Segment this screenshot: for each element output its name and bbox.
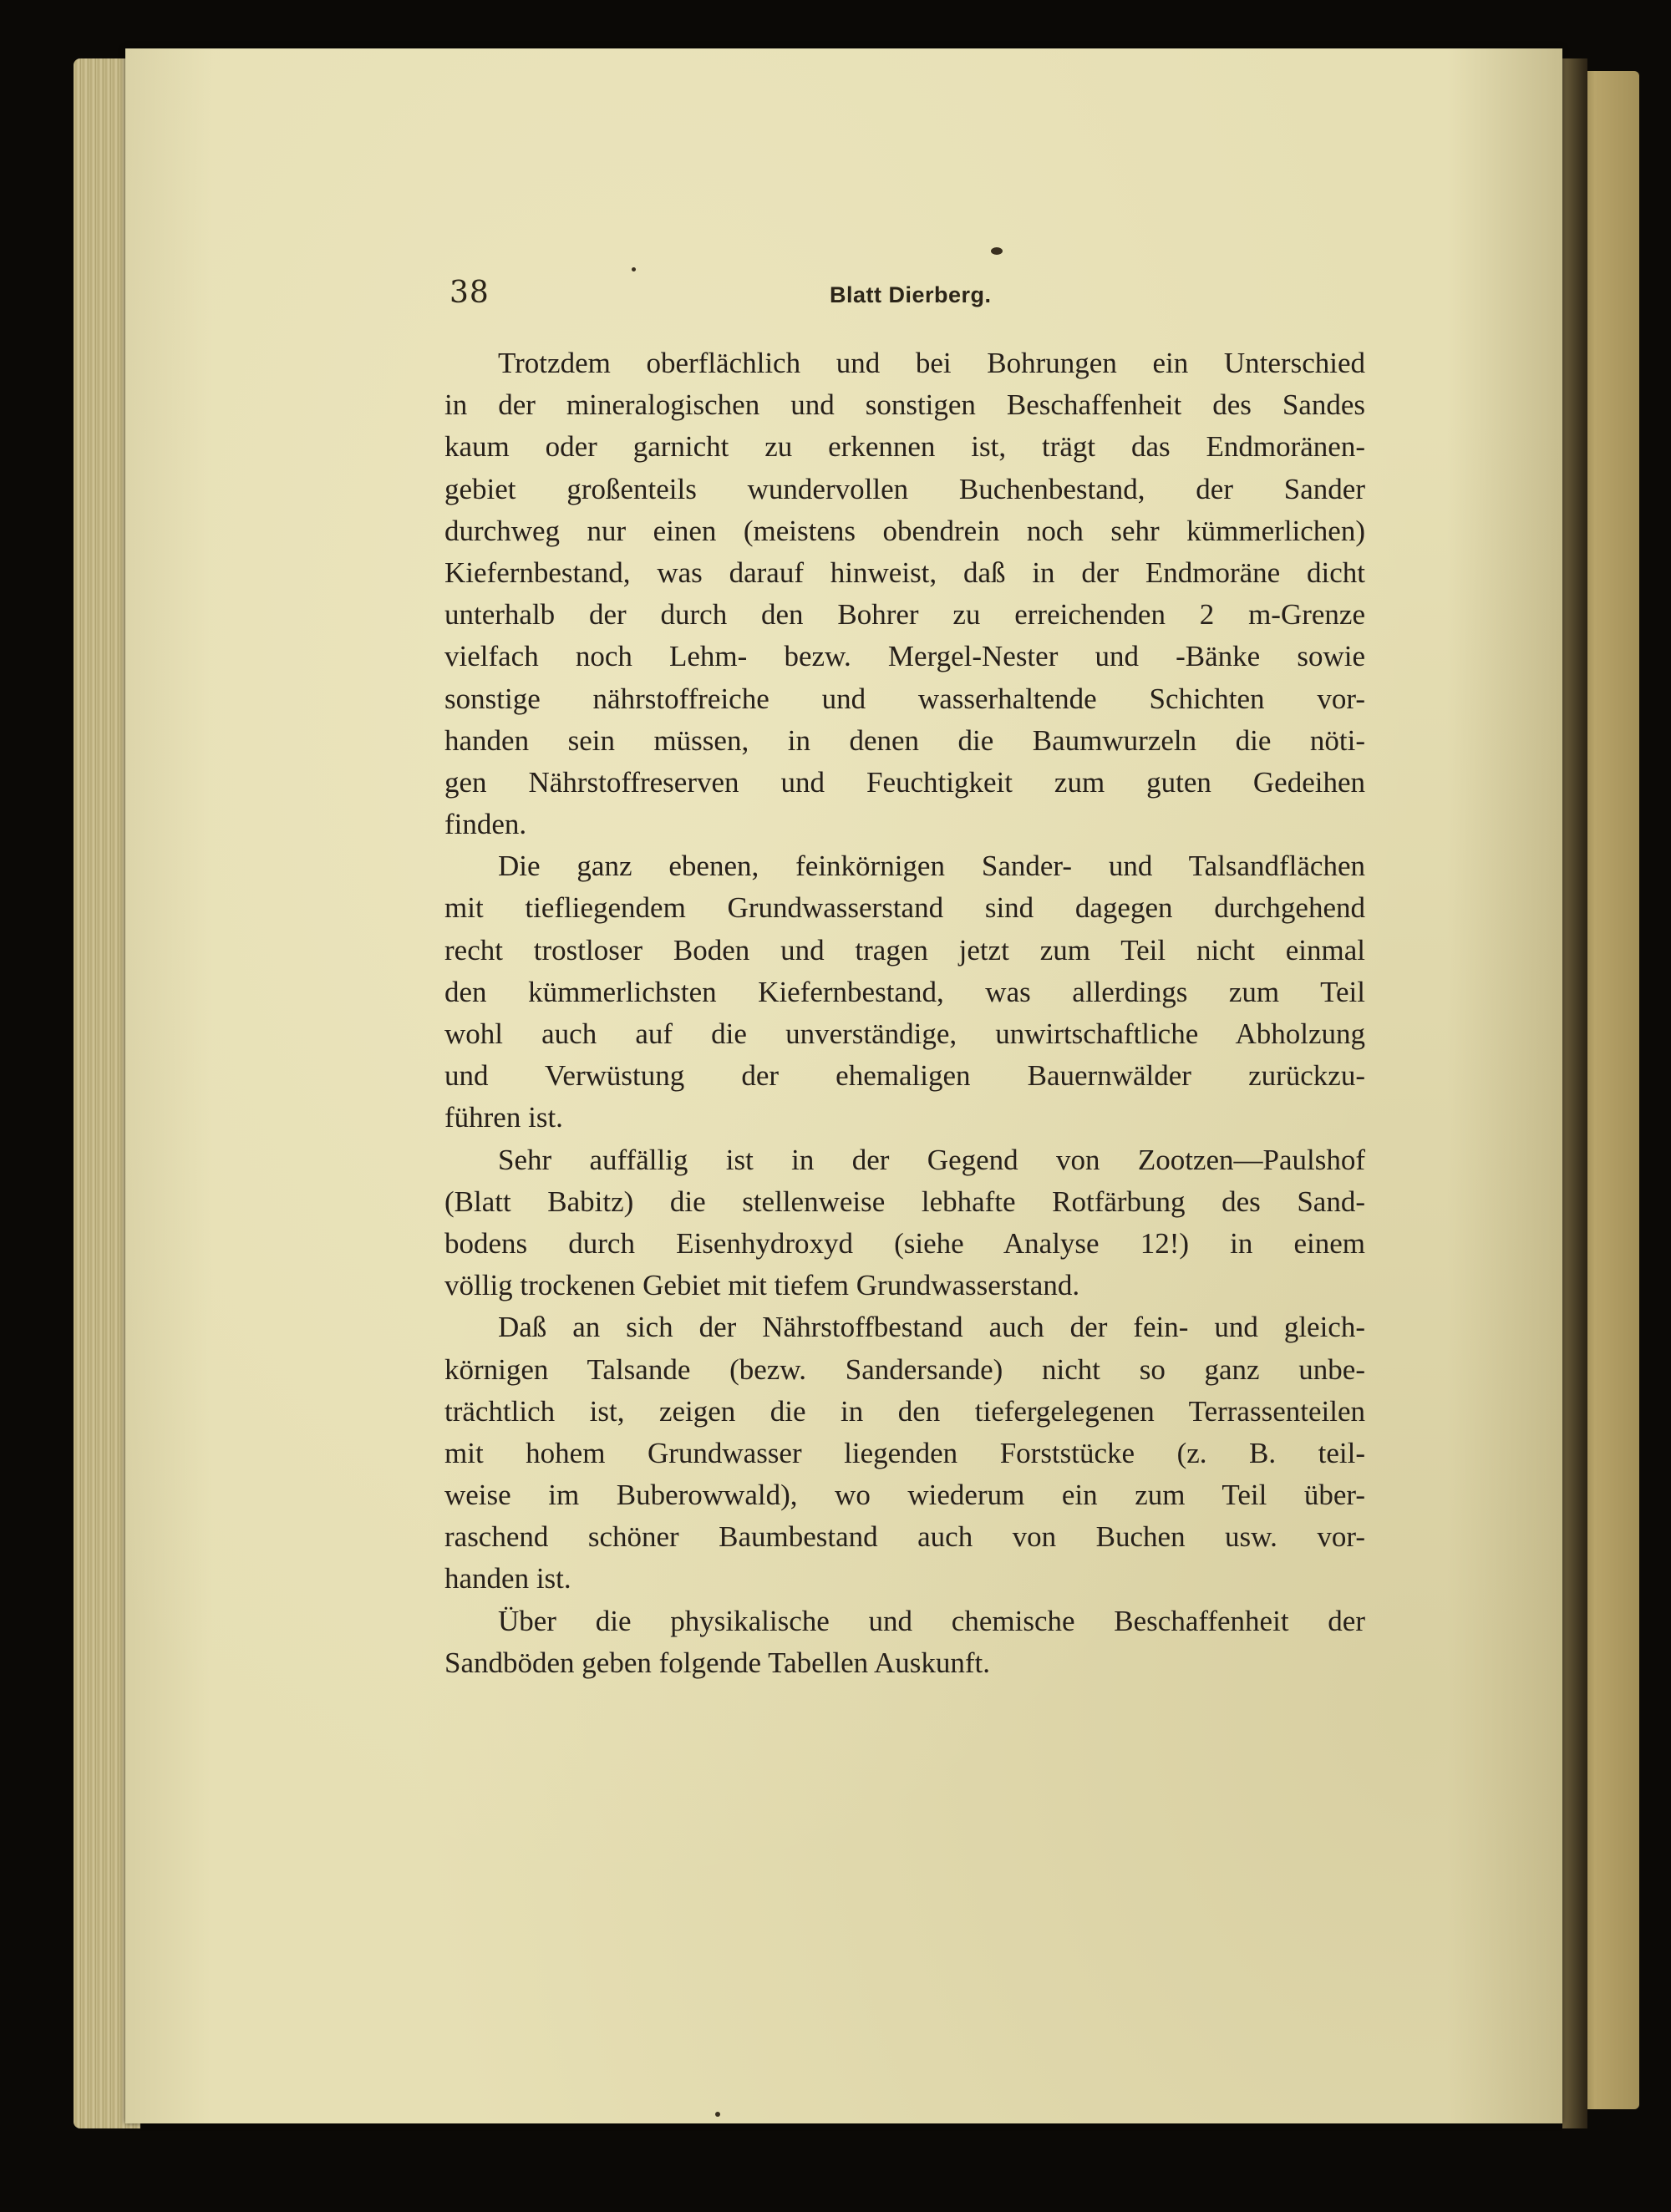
paragraph: [444, 845, 1365, 1139]
text-line: gen Nährstoffreserven und Feuchtigkeit zum guten Gedeihen: [444, 765, 1365, 799]
text-line: Über die physikalische und chemische Beschaffenheit der: [498, 1604, 1365, 1637]
text-line: Kiefernbestand, was darauf hinweist, daß in der Endmoräne dicht: [444, 556, 1365, 589]
text-line: weise im Buberowwald), wo wiederum ein zum Teil über-: [444, 1479, 1365, 1512]
text-line: raschend schöner Baumbestand auch von Buchen usw. vor-: [444, 1520, 1365, 1554]
paragraph: [444, 1306, 1365, 1600]
text-line: wohl auch auf die unverständige, unwirtschaftliche Abholzung: [444, 1017, 1365, 1050]
text-line: vielfach noch Lehm- bezw. Mergel-Nester und -Bänke sowie: [444, 640, 1365, 673]
text-line: führen ist.: [444, 1101, 563, 1134]
text-line: körnigen Talsande (bezw. Sandersande) nicht so ganz unbe-: [444, 1352, 1365, 1386]
text-line: mit hohem Grundwasser liegenden Forststücke (z. B. teil-: [444, 1436, 1365, 1469]
text-line: den kümmerlichsten Kiefernbestand, was allerdings zum Teil: [444, 975, 1365, 1008]
text-line: Die ganz ebenen, feinkörnigen Sander- und Talsandflächen: [498, 850, 1365, 883]
text-line: durchweg nur einen (meistens obendrein noch sehr kümmerlichen): [444, 514, 1365, 547]
text-line: mit tiefliegendem Grundwasserstand sind dagegen durchgehend: [444, 891, 1365, 925]
text-line: kaum oder garnicht zu erkennen ist, trägt das Endmoränen-: [444, 430, 1365, 464]
text-line: in der mineralogischen und sonstigen Beschaffenheit des Sandes: [444, 388, 1365, 422]
text-line: Daß an sich der Nährstoffbestand auch der fein- und gleich-: [498, 1311, 1365, 1344]
text-line: und Verwüstung der ehemaligen Bauernwälder zurückzu-: [444, 1059, 1365, 1093]
book-gutter: [1562, 58, 1587, 2128]
text-line: sonstige nährstoffreiche und wasserhaltende Schichten vor-: [444, 682, 1365, 715]
running-title: Blatt Dierberg.: [830, 282, 992, 307]
text-line: recht trostloser Boden und tragen jetzt zum Teil nicht einmal: [444, 933, 1365, 966]
text-line: Trotzdem oberflächlich und bei Bohrungen ein Unterschied: [498, 347, 1365, 379]
text-line: Sandböden geben folgende Tabellen Auskunft.: [444, 1646, 991, 1679]
page-header: [449, 276, 1360, 317]
ink-speck: [632, 267, 636, 271]
text-line: (Blatt Babitz) die stellenweise lebhafte Rotfärbung des Sand-: [444, 1185, 1365, 1218]
paragraph: [444, 1139, 1365, 1307]
ink-speck: [715, 2112, 720, 2117]
page-number: 38: [449, 276, 490, 310]
ink-speck: [991, 247, 1003, 255]
body-text: [444, 342, 1365, 1684]
paragraph: [444, 1601, 1365, 1684]
text-line: gebiet großenteils wundervollen Buchenbestand, der Sander: [444, 472, 1365, 505]
text-line: Sehr auffällig ist in der Gegend von Zootzen—Paulshof: [498, 1143, 1365, 1176]
text-line: unterhalb der durch den Bohrer zu erreichenden 2 m-Grenze: [444, 598, 1365, 632]
text-line: trächtlich ist, zeigen die in den tiefergelegenen Terrassenteilen: [444, 1394, 1365, 1428]
text-line: finden.: [444, 808, 527, 841]
text-line: handen sein müssen, in denen die Baumwurzeln die nöti-: [444, 723, 1365, 757]
text-line: völlig trockenen Gebiet mit tiefem Grundwasserstand.: [444, 1269, 1080, 1302]
text-line: bodens durch Eisenhydroxyd (siehe Analyse 12!) in einem: [444, 1226, 1365, 1260]
text-line: handen ist.: [444, 1562, 571, 1596]
paragraph: [444, 342, 1365, 845]
